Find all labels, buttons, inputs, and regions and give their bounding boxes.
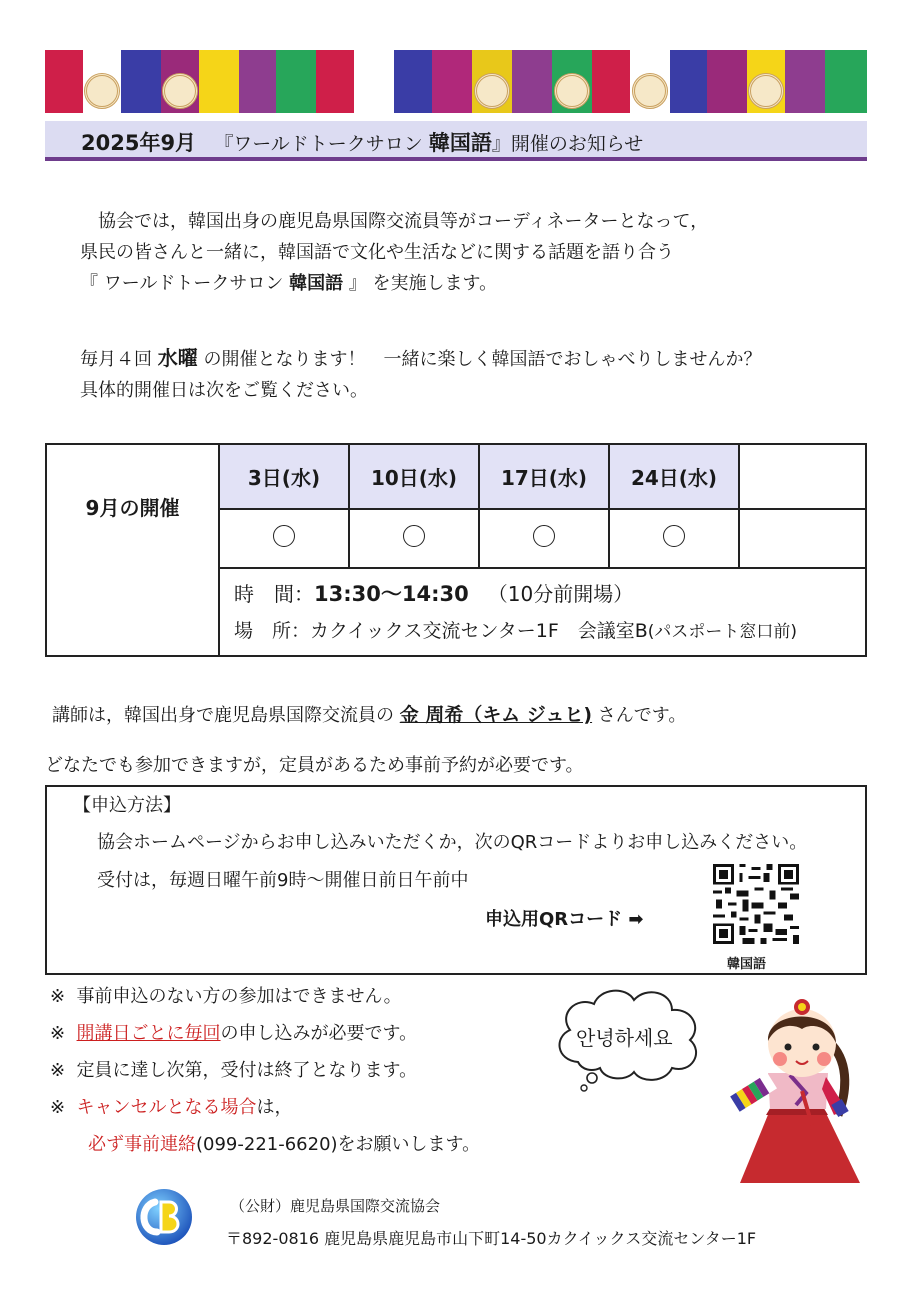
place-value: カクイックス交流センター1F 会議室B bbox=[310, 619, 648, 642]
date-cell: 3日(水) bbox=[219, 444, 349, 509]
note-highlight: キャンセルとなる場合 bbox=[76, 1097, 257, 1118]
note-item bbox=[50, 978, 480, 1015]
notes-list bbox=[50, 978, 480, 1163]
medallion-icon bbox=[554, 73, 590, 109]
intro-line-3-bold: 韓国語 bbox=[289, 273, 344, 294]
schedule-intro bbox=[80, 343, 761, 406]
note-item bbox=[50, 1089, 480, 1126]
banner-stripe bbox=[552, 50, 592, 113]
title-prefix: 『ワールドトークサロン bbox=[214, 133, 423, 155]
banner-stripe bbox=[670, 50, 708, 113]
mark-cell bbox=[479, 509, 609, 568]
time-line bbox=[234, 575, 865, 613]
mark-cell bbox=[349, 509, 479, 568]
intro-paragraph bbox=[80, 206, 708, 299]
footer-org: （公財）鹿児島県国際交流協会 bbox=[230, 1197, 441, 1215]
hanbok-girl-illustration bbox=[710, 985, 880, 1190]
banner-stripe bbox=[785, 50, 825, 113]
schedule-line-1 bbox=[80, 343, 761, 375]
note-mark: ※ bbox=[50, 986, 66, 1007]
schedule-line-1-post: の開催となります！ 一緒に楽しく韓国語でおしゃべりしませんか？ bbox=[197, 349, 762, 370]
speech-bubble bbox=[548, 982, 708, 1092]
note-highlight: 開講日ごとに毎回 bbox=[76, 1023, 221, 1044]
application-box bbox=[45, 785, 867, 975]
note-text: の申し込みが必要です。 bbox=[220, 1023, 418, 1044]
banner-stripe bbox=[394, 50, 432, 113]
title-suffix: 』開催のお知らせ bbox=[491, 133, 644, 155]
circle-mark-icon bbox=[403, 525, 425, 547]
banner-stripe bbox=[825, 50, 867, 113]
medallion-icon bbox=[748, 73, 784, 109]
instructor-pre: 講師は，韓国出身で鹿児島県国際交流員の bbox=[52, 705, 400, 726]
time-note: （10分前開場） bbox=[487, 581, 634, 606]
note-highlight: 必ず事前連絡 bbox=[88, 1134, 196, 1155]
schedule-line-1-pre: 毎月４回 bbox=[80, 349, 158, 370]
apply-heading: 【申込方法】 bbox=[73, 795, 181, 816]
intro-line-3-pre: 『 ワールドトークサロン bbox=[80, 273, 290, 294]
schedule-line-2: 具体的開催日は次をご覧ください。 bbox=[80, 380, 368, 401]
title-bar bbox=[45, 121, 867, 161]
note-text: 定員に達し次第，受付は終了となります。 bbox=[76, 1060, 418, 1081]
banner-stripe bbox=[45, 50, 83, 113]
reservation-note: どなたでも参加できますが，定員があるため事前予約が必要です。 bbox=[45, 755, 584, 776]
place-label: 場 所： bbox=[234, 619, 311, 642]
decorative-banner bbox=[45, 50, 867, 113]
note-item bbox=[50, 1126, 480, 1163]
note-mark: ※ bbox=[50, 1023, 66, 1044]
date-cell: 24日(水) bbox=[609, 444, 739, 509]
note-mark: ※ bbox=[50, 1060, 66, 1081]
banner-stripe bbox=[83, 50, 121, 113]
instructor-line bbox=[52, 700, 686, 731]
qr-caption: 韓国語 bbox=[727, 957, 767, 972]
note-text: は， bbox=[256, 1097, 293, 1118]
apply-line-1: 協会ホームページからお申し込みいただくか，次のQRコードよりお申し込みください。 bbox=[97, 832, 808, 853]
qr-code-icon[interactable] bbox=[713, 864, 799, 950]
note-item bbox=[50, 1015, 480, 1052]
note-mark: ※ bbox=[50, 1097, 66, 1118]
banner-stripe bbox=[199, 50, 239, 113]
page-title bbox=[81, 127, 643, 157]
banner-stripe bbox=[354, 50, 394, 113]
banner-stripe bbox=[512, 50, 552, 113]
place-note: (パスポート窓口前) bbox=[647, 621, 798, 642]
table-row bbox=[46, 444, 866, 509]
qr-label: 申込用QRコード ➡ bbox=[485, 909, 644, 930]
date-cell: 10日(水) bbox=[349, 444, 479, 509]
intro-line-1: 協会では，韓国出身の鹿児島県国際交流員等がコーディネーターとなって， bbox=[98, 211, 709, 232]
banner-stripe bbox=[121, 50, 161, 113]
time-label: 時 間： bbox=[234, 581, 314, 606]
mark-cell-empty bbox=[739, 509, 866, 568]
medallion-icon bbox=[162, 73, 198, 109]
circle-mark-icon bbox=[533, 525, 555, 547]
instructor-name: 金 周希（キム ジュヒ) bbox=[399, 704, 593, 726]
intro-line-3-post: 』 を実施します。 bbox=[343, 273, 498, 294]
instructor-post: さんです。 bbox=[592, 705, 687, 726]
banner-stripe bbox=[747, 50, 785, 113]
title-year-month: 2025年9月 bbox=[81, 131, 197, 155]
note-text: 事前申込のない方の参加はできません。 bbox=[76, 986, 402, 1007]
mark-cell bbox=[219, 509, 349, 568]
circle-mark-icon bbox=[273, 525, 295, 547]
mark-cell bbox=[609, 509, 739, 568]
intro-line-2: 県民の皆さんと一緒に，韓国語で文化や生活などに関する話題を語り合う bbox=[80, 242, 674, 263]
table-row bbox=[46, 568, 866, 656]
banner-stripe bbox=[276, 50, 316, 113]
banner-stripe bbox=[432, 50, 472, 113]
footer-address: 〒892-0816 鹿児島県鹿児島市山下町14-50カクイックス交流センター1F bbox=[226, 1229, 757, 1248]
medallion-icon bbox=[474, 73, 510, 109]
note-item bbox=[50, 1052, 480, 1089]
title-language: 韓国語 bbox=[428, 131, 492, 155]
medallion-icon bbox=[632, 73, 668, 109]
banner-stripe bbox=[592, 50, 630, 113]
banner-stripe bbox=[239, 50, 277, 113]
row-label: 9月の開催 bbox=[46, 444, 219, 568]
schedule-weekday: 水曜 bbox=[157, 346, 198, 370]
medallion-icon bbox=[84, 73, 120, 109]
banner-stripe bbox=[707, 50, 747, 113]
intro-line-3 bbox=[80, 268, 708, 299]
time-place-cell bbox=[219, 568, 866, 656]
apply-line-2: 受付は，毎週日曜午前9時～開催日前日午前中 bbox=[97, 870, 469, 891]
circle-mark-icon bbox=[663, 525, 685, 547]
row-label-spacer bbox=[46, 568, 219, 656]
note-text: (099-221-6620)をお願いします。 bbox=[196, 1134, 481, 1155]
organization-logo bbox=[135, 1188, 193, 1246]
banner-stripe bbox=[316, 50, 354, 113]
speech-text: 안녕하세요 bbox=[576, 1026, 673, 1050]
date-cell: 17日(水) bbox=[479, 444, 609, 509]
date-cell-empty bbox=[739, 444, 866, 509]
schedule-table bbox=[45, 443, 867, 657]
time-value: 13:30～14:30 bbox=[314, 581, 469, 606]
banner-stripe bbox=[161, 50, 199, 113]
banner-stripe bbox=[630, 50, 670, 113]
place-line bbox=[234, 613, 865, 650]
banner-stripe bbox=[472, 50, 512, 113]
